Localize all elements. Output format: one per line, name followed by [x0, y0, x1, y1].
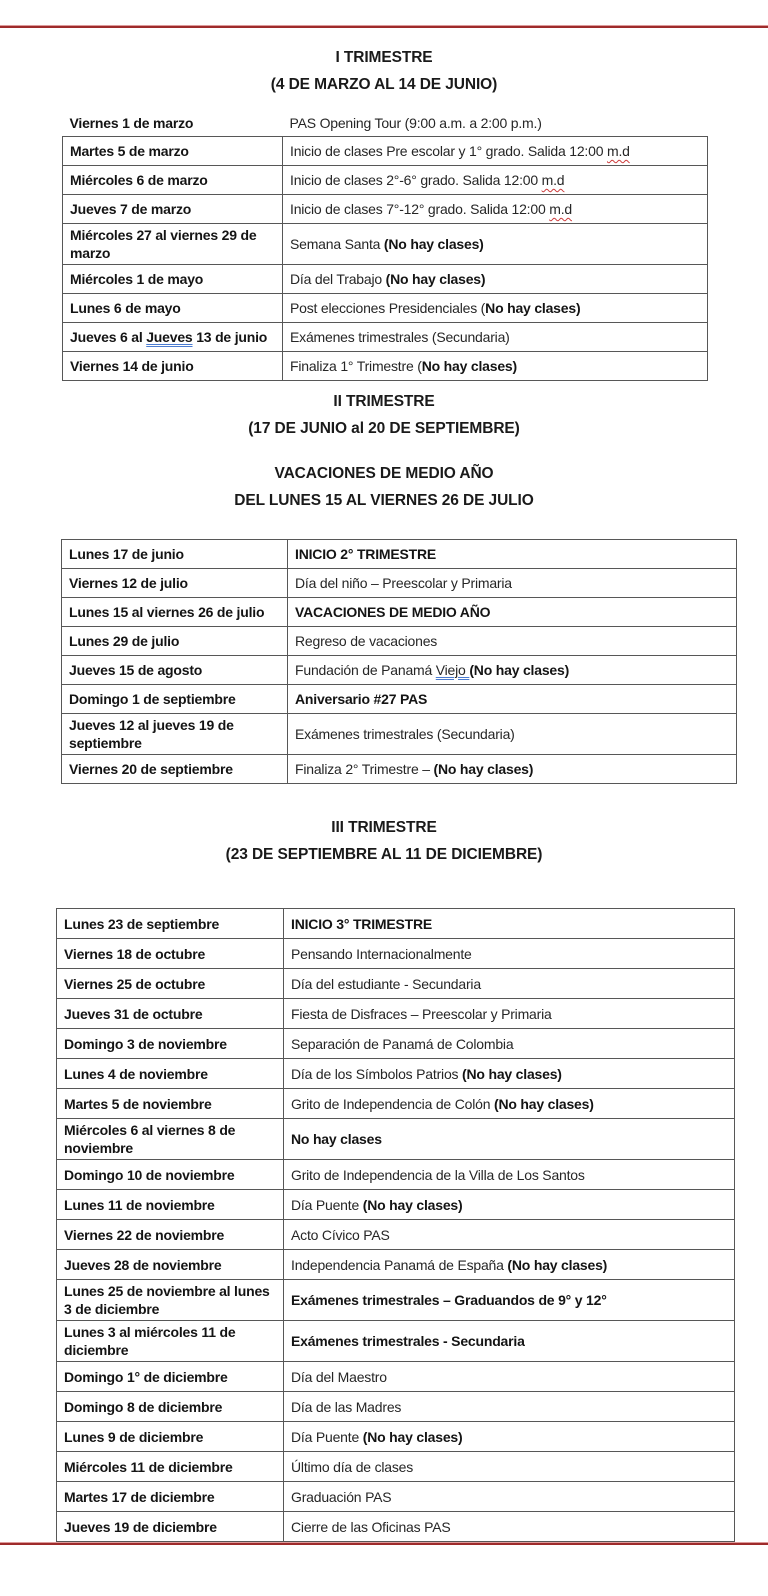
event-cell: PAS Opening Tour (9:00 a.m. a 2:00 p.m.) — [289, 115, 542, 131]
calendar-row — [63, 195, 708, 224]
event-cell: Día de las Madres — [284, 1392, 735, 1422]
date-cell: Lunes 29 de julio — [62, 627, 288, 656]
calendar-row — [57, 1029, 735, 1059]
spellcheck-underline: m.d — [541, 172, 565, 188]
date-cell: Miércoles 6 de marzo — [63, 166, 283, 195]
trimester-2-date-range: (17 DE JUNIO al 20 DE SEPTIEMBRE) — [248, 420, 520, 437]
calendar-row — [57, 1392, 735, 1422]
date-cell: Lunes 23 de septiembre — [57, 909, 284, 939]
calendar-row — [57, 1250, 735, 1280]
event-cell: Semana Santa (No hay clases) — [283, 224, 708, 265]
event-cell: Acto Cívico PAS — [284, 1220, 735, 1250]
event-cell: Separación de Panamá de Colombia — [284, 1029, 735, 1059]
date-cell: Viernes 20 de septiembre — [62, 755, 288, 784]
date-cell: Viernes 18 de octubre — [57, 939, 284, 969]
event-cell: Día Puente (No hay clases) — [284, 1422, 735, 1452]
date-cell: Jueves 15 de agosto — [62, 656, 288, 685]
calendar-row — [62, 656, 737, 685]
event-cell: Graduación PAS — [284, 1482, 735, 1512]
trimester-1-table — [62, 114, 708, 381]
calendar-row — [57, 1160, 735, 1190]
event-cell: Inicio de clases 2°-6° grado. Salida 12:00 m.d — [283, 166, 708, 195]
date-cell: Viernes 12 de julio — [62, 569, 288, 598]
date-cell: Lunes 9 de diciembre — [57, 1422, 284, 1452]
event-cell: Cierre de las Oficinas PAS — [284, 1512, 735, 1542]
calendar-row — [57, 969, 735, 999]
trimester-3-table — [56, 908, 735, 1542]
event-cell: Pensando Internacionalmente — [284, 939, 735, 969]
date-cell: Viernes 1 de marzo — [69, 115, 194, 131]
event-cell: Aniversario #27 PAS — [288, 685, 737, 714]
calendar-row — [57, 1482, 735, 1512]
calendar-row — [57, 1220, 735, 1250]
calendar-row — [62, 540, 737, 569]
date-cell: Miércoles 6 al viernes 8 de noviembre — [57, 1119, 284, 1160]
calendar-row — [57, 909, 735, 939]
event-cell: Día Puente (No hay clases) — [284, 1190, 735, 1220]
date-cell: Miércoles 11 de diciembre — [57, 1452, 284, 1482]
event-cell: Inicio de clases 7°-12° grado. Salida 12:00 m.d — [283, 195, 708, 224]
calendar-row — [63, 352, 708, 381]
event-cell: Día del Maestro — [284, 1362, 735, 1392]
calendar-row — [57, 1452, 735, 1482]
calendar-row — [57, 1089, 735, 1119]
event-cell: Exámenes trimestrales (Secundaria) — [288, 714, 737, 755]
event-cell: INICIO 2° TRIMESTRE — [288, 540, 737, 569]
calendar-row — [57, 999, 735, 1029]
event-cell: Finaliza 1° Trimestre (No hay clases) — [283, 352, 708, 381]
date-cell: Viernes 22 de noviembre — [57, 1220, 284, 1250]
event-cell: Independencia Panamá de España (No hay clases) — [284, 1250, 735, 1280]
event-cell: Grito de Independencia de la Villa de Los Santos — [284, 1160, 735, 1190]
section-trimester-3 — [0, 814, 768, 1542]
date-cell: Martes 5 de noviembre — [57, 1089, 284, 1119]
calendar-row — [62, 627, 737, 656]
date-cell: Jueves 19 de diciembre — [57, 1512, 284, 1542]
calendar-row — [62, 714, 737, 755]
event-cell: No hay clases — [284, 1119, 735, 1160]
date-cell: Lunes 6 de mayo — [63, 294, 283, 323]
date-cell: Martes 17 de diciembre — [57, 1482, 284, 1512]
trimester-1-date-range: (4 DE MARZO AL 14 DE JUNIO) — [270, 76, 498, 93]
trimester-2-title: II TRIMESTRE — [333, 393, 435, 410]
calendar-row — [63, 166, 708, 195]
date-cell: Viernes 25 de octubre — [57, 969, 284, 999]
grammar-underline: Jueves — [146, 329, 193, 345]
date-cell: Domingo 1 de septiembre — [62, 685, 288, 714]
event-cell: Fundación de Panamá Viejo (No hay clases) — [288, 656, 737, 685]
grammar-underline: Viejo — [435, 662, 470, 678]
event-cell: Fiesta de Disfraces – Preescolar y Primaria — [284, 999, 735, 1029]
date-cell: Lunes 4 de noviembre — [57, 1059, 284, 1089]
calendar-row — [63, 323, 708, 352]
calendar-row — [57, 1512, 735, 1542]
calendar-row — [57, 1190, 735, 1220]
event-cell: Grito de Independencia de Colón (No hay clases) — [284, 1089, 735, 1119]
date-cell: Viernes 14 de junio — [63, 352, 283, 381]
date-cell: Jueves 31 de octubre — [57, 999, 284, 1029]
event-cell: Día del Trabajo (No hay clases) — [283, 265, 708, 294]
event-cell: Exámenes trimestrales (Secundaria) — [283, 323, 708, 352]
date-cell: Lunes 25 de noviembre al lunes 3 de diciembre — [57, 1280, 284, 1321]
date-cell: Domingo 3 de noviembre — [57, 1029, 284, 1059]
event-cell: Post elecciones Presidenciales (No hay clases) — [283, 294, 708, 323]
event-cell: Día de los Símbolos Patrios (No hay clases) — [284, 1059, 735, 1089]
calendar-row — [63, 114, 708, 137]
date-cell: Martes 5 de marzo — [63, 137, 283, 166]
trimester-3-date-range: (23 DE SEPTIEMBRE AL 11 DE DICIEMBRE) — [225, 846, 543, 863]
spellcheck-underline: m.d — [549, 201, 572, 217]
calendar-row — [57, 939, 735, 969]
spellcheck-underline: m.d — [606, 143, 630, 159]
calendar-row — [57, 1119, 735, 1160]
event-cell: Último día de clases — [284, 1452, 735, 1482]
date-cell: Jueves 6 al Jueves 13 de junio — [63, 323, 283, 352]
calendar-row — [63, 294, 708, 323]
event-cell: Día del estudiante - Secundaria — [284, 969, 735, 999]
event-cell: Exámenes trimestrales - Secundaria — [284, 1321, 735, 1362]
date-cell: Lunes 15 al viernes 26 de julio — [62, 598, 288, 627]
calendar-row — [57, 1362, 735, 1392]
section-trimester-2 — [0, 388, 768, 784]
date-cell: Miércoles 1 de mayo — [63, 265, 283, 294]
date-cell: Lunes 11 de noviembre — [57, 1190, 284, 1220]
vacation-title: VACACIONES DE MEDIO AÑO — [274, 465, 494, 482]
calendar-row — [57, 1280, 735, 1321]
event-cell: Inicio de clases Pre escolar y 1° grado. Salida 12:00 m.d — [283, 137, 708, 166]
date-cell: Jueves 7 de marzo — [63, 195, 283, 224]
date-cell: Miércoles 27 al viernes 29 de marzo — [63, 224, 283, 265]
date-cell: Domingo 1° de diciembre — [57, 1362, 284, 1392]
trimester-2-table — [61, 539, 737, 784]
calendar-row — [62, 598, 737, 627]
date-cell: Domingo 8 de diciembre — [57, 1392, 284, 1422]
vacation-date-range: DEL LUNES 15 AL VIERNES 26 DE JULIO — [234, 492, 534, 509]
calendar-row — [62, 569, 737, 598]
calendar-row — [62, 685, 737, 714]
calendar-row — [62, 755, 737, 784]
calendar-row — [57, 1059, 735, 1089]
event-cell: VACACIONES DE MEDIO AÑO — [288, 598, 737, 627]
page-top-border-rule — [0, 25, 768, 28]
date-cell: Lunes 17 de junio — [62, 540, 288, 569]
calendar-row — [57, 1422, 735, 1452]
trimester-3-title: III TRIMESTRE — [331, 819, 437, 836]
event-cell: Regreso de vacaciones — [288, 627, 737, 656]
date-cell: Jueves 12 al jueves 19 de septiembre — [62, 714, 288, 755]
event-cell: Finaliza 2° Trimestre – (No hay clases) — [288, 755, 737, 784]
page-bottom-border-rule — [0, 1542, 768, 1545]
date-cell: Lunes 3 al miércoles 11 de diciembre — [57, 1321, 284, 1362]
calendar-row — [63, 137, 708, 166]
event-cell: Día del niño – Preescolar y Primaria — [288, 569, 737, 598]
date-cell: Jueves 28 de noviembre — [57, 1250, 284, 1280]
section-trimester-1 — [0, 44, 768, 381]
calendar-row — [57, 1321, 735, 1362]
calendar-row — [63, 265, 708, 294]
calendar-row — [63, 224, 708, 265]
event-cell: Exámenes trimestrales – Graduandos de 9° y 12° — [284, 1280, 735, 1321]
date-cell: Domingo 10 de noviembre — [57, 1160, 284, 1190]
event-cell: INICIO 3° TRIMESTRE — [284, 909, 735, 939]
trimester-1-title: I TRIMESTRE — [335, 49, 433, 66]
